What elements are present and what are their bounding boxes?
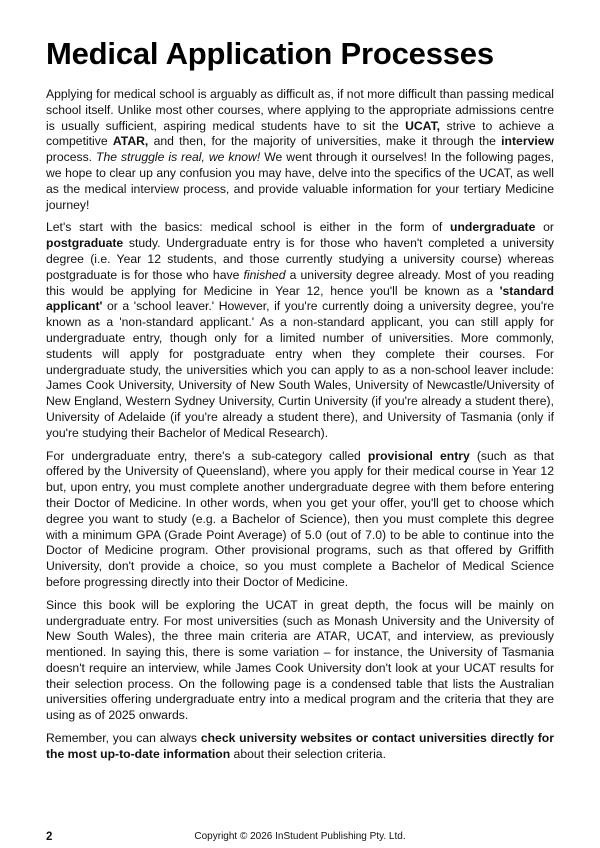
bold-emphasis: provisional entry: [367, 448, 470, 463]
page-number: 2: [46, 831, 53, 843]
paragraph-undergraduate-focus: [46, 598, 554, 724]
text-run: Let's start with the basics: medical school is either in the form of: [46, 220, 451, 235]
body-text: [46, 87, 554, 763]
text-run: a university degree already. Most of you reading this would be applying for Medicine in Year 12, hence you'll be known as a: [46, 267, 554, 298]
text-run: study. Undergraduate entry is for those who haven't completed a university degree (i.e. Year 12 students, and those currently studying a university course) whereas postgraduate is for those who have: [46, 236, 554, 282]
text-run: (such as that offered by the University of Queensland), where you apply for their medical course in Year 12 but, upon entry, you must complete another undergraduate degree with them before entering their Doctor of Medicine. In other words, when you get your offer, you'll get to choose which degree you want to study (e.g. a Bachelor of Science), then you must complete this degree with a minimum GPA (Grade Point Average) of 5.0 (out of 7.0) to be able to continue into the Doctor of Medicine program. Other provisional programs, such as that offered by Griffith University, don't provide a choice, so you must complete a Bachelor of Medical Science before progressing directly into their Doctor of Medicine.: [46, 448, 554, 589]
text-run: We went through it ourselves! In the following pages, we hope to clear up any confusion you may have, delve into the specifics of the UCAT, as well as the medical interview process, and provide valuable information for your tertiary Medicine journey!: [46, 150, 554, 212]
text-run: and then, for the majority of universities, make it through the: [148, 134, 502, 149]
bold-emphasis: UCAT,: [405, 118, 441, 133]
italic-emphasis: finished: [243, 267, 286, 282]
paragraph-provisional-entry: [46, 449, 554, 591]
text-run: about their selection criteria.: [230, 746, 386, 761]
bold-emphasis: 'standard applicant': [46, 283, 554, 314]
italic-emphasis: The struggle is real, we know!: [96, 150, 261, 165]
bold-emphasis: undergraduate: [450, 220, 536, 235]
text-run: or a 'school leaver.' However, if you're currently doing a university degree, you're known as a 'non-standard applicant.' As a non-standard applicant, you can still apply for undergraduate entry, though only for a limited number of universities. More commonly, students will apply for postgraduate entry when they complete their courses. For undergraduate study, the universities which you can apply to as a non-school leaver include: James Cook University, University of New South Wales, University of Newcastle/University of New England, Western Sydney University, Curtin University (if you're already a student there), University of Adelaide (if you're already a student there), and University of Tasmania (only if you're studying their Bachelor of Medical Research).: [46, 299, 554, 440]
text-run: process.: [46, 150, 97, 165]
text-run: Since this book will be exploring the UCAT in great depth, the focus will be mainly on undergraduate entry. For most universities (such as Monash University and the University of New South Wales), the three main criteria are ATAR, UCAT, and interview, as previously mentioned. In saying this, there is some variation – for instance, the University of Tasmania doesn't require an interview, while James Cook University don't look at your UCAT results for their selection process. On the following page is a condensed table that lists the Australian universities offering undergraduate entry into a medical program and the criteria that they are using as of 2025 onwards.: [46, 597, 554, 723]
page-footer: [46, 831, 554, 845]
copyright-notice: Copyright © 2026 InStudent Publishing Pty. Ltd.: [194, 831, 406, 842]
paragraph-intro: [46, 87, 554, 213]
text-run: Applying for medical school is arguably as difficult as, if not more difficult than passing medical school itself. Unlike most other courses, where applying to the appropriate admissions centre is usually sufficient, aspiring medical students have to sit the: [46, 87, 554, 133]
paragraph-reminder: [46, 731, 554, 763]
text-run: For undergraduate entry, there's a sub-category called: [46, 448, 368, 463]
text-run: strive to achieve a competitive: [46, 118, 554, 149]
page-content: [46, 36, 554, 770]
text-run: Remember, you can always: [46, 731, 201, 746]
bold-emphasis: ATAR,: [112, 134, 149, 149]
bold-emphasis: check university websites or contact universities directly for the most up-to-date information: [46, 731, 554, 761]
bold-emphasis: postgraduate: [46, 236, 124, 251]
bold-emphasis: interview: [501, 134, 554, 149]
paragraph-basics: [46, 220, 554, 441]
text-run: or: [535, 220, 554, 235]
page-title: Medical Application Processes: [46, 36, 494, 71]
